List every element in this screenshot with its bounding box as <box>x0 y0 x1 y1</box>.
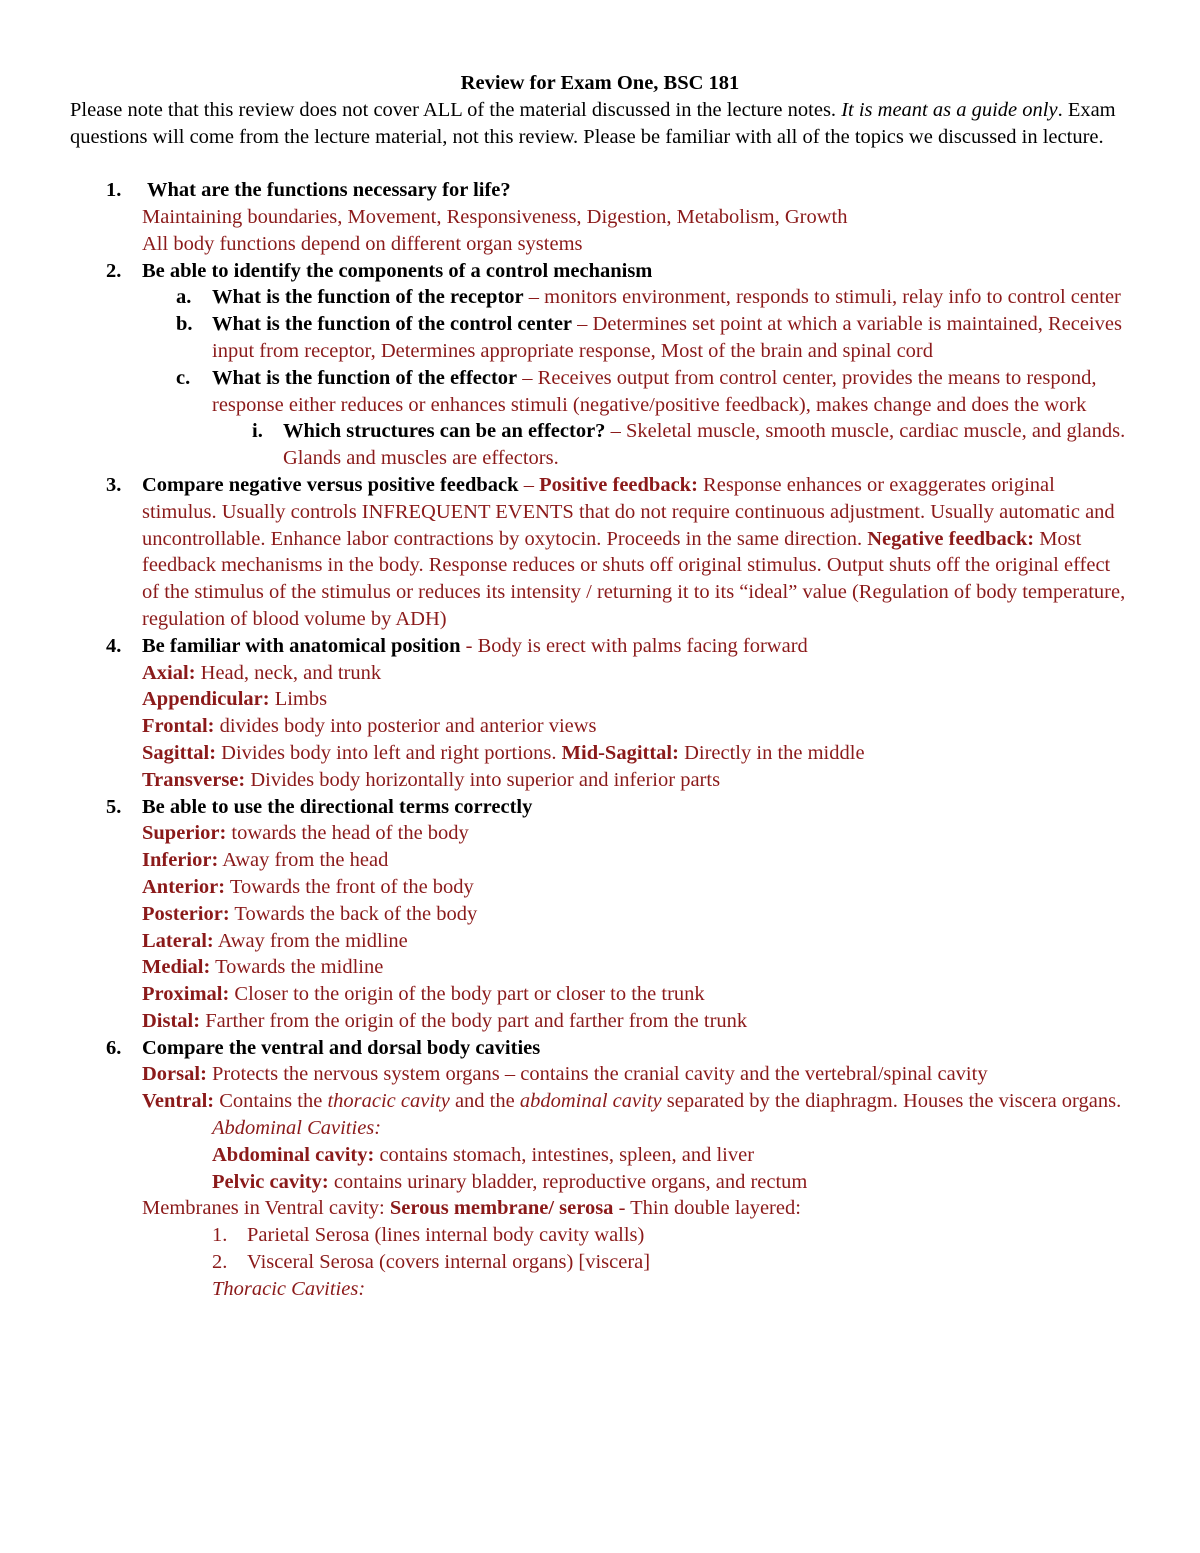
question-2a-label: a. <box>176 286 192 309</box>
intro-emphasis: It is meant as a guide only <box>841 98 1058 121</box>
term-row <box>70 660 1130 687</box>
question-2 <box>70 258 1130 285</box>
term-definition: Towards the back of the body <box>229 902 478 925</box>
term-label: Axial: <box>142 661 196 684</box>
question-3-number: 3. <box>106 473 122 496</box>
dorsal-row <box>70 1061 1130 1088</box>
ventral-text-a: Contains the <box>214 1090 328 1113</box>
intro-paragraph <box>70 97 1130 151</box>
term-label: Lateral: <box>142 929 214 952</box>
question-1-text: What are the functions necessary for life? <box>147 179 511 202</box>
term-definition: Limbs <box>269 688 328 711</box>
term-label: Inferior: <box>142 849 219 872</box>
thoracic-cavities-heading: Thoracic Cavities: <box>212 1277 366 1300</box>
term-label: Posterior: <box>142 902 230 925</box>
list-item <box>70 1222 1130 1249</box>
question-2c-i-text: Which structures can be an effector? <box>283 420 606 443</box>
question-3-dash: – <box>518 473 540 496</box>
positive-feedback-label: Positive feedback: <box>539 473 698 496</box>
list-item-number: 1. <box>212 1224 228 1247</box>
term-label: Frontal: <box>142 715 215 738</box>
term-definition: Divides body horizontally into superior and inferior parts <box>245 768 721 791</box>
question-5-number: 5. <box>106 795 122 818</box>
term-label: Superior: <box>142 822 227 845</box>
negative-feedback-text: Most feedback mechanisms in the body. Response reduces or shuts off original stimulus. Output shuts off the original effect of the stimulus of the stimulus or reduces its intensity / returning it to its “ideal” value (Regulation of body temperature, regulation of blood volume by ADH) <box>142 527 1126 630</box>
term-row <box>70 740 1130 767</box>
question-4-answer: - Body is erect with palms facing forward <box>460 634 808 657</box>
question-2a-answer: – monitors environment, responds to stimuli, relay info to control center <box>523 286 1121 309</box>
term-row <box>70 954 1130 981</box>
term-label: Anterior: <box>142 875 226 898</box>
question-6-text: Compare the ventral and dorsal body cavities <box>142 1036 541 1059</box>
question-2b-answer: – Determines set point at which a variable is maintained, Receives input from receptor, Determines appropriate response, Most of the brain and spinal cord <box>212 313 1122 362</box>
intro-text-c: . Exam questions will come from the lecture material, not this review. Please be familiar with all of the topics we discussed in lecture. <box>70 98 1116 148</box>
term-definition: Divides body into left and right portions. <box>216 741 562 764</box>
term-row <box>70 901 1130 928</box>
abdominal-cavity-label: Abdominal cavity: <box>212 1143 375 1166</box>
term-definition: towards the head of the body <box>226 822 469 845</box>
page-title: Review for Exam One, BSC 181 <box>460 72 740 94</box>
membranes-row <box>70 1195 1130 1222</box>
serous-membrane-label: Serous membrane/ serosa <box>389 1197 614 1220</box>
question-2b-label: b. <box>176 313 193 336</box>
term-definition: Towards the front of the body <box>225 875 474 898</box>
term-definition: Away from the head <box>218 849 389 872</box>
question-3-text: Compare negative versus positive feedback <box>142 473 519 496</box>
term-definition: Towards the midline <box>210 956 384 979</box>
abdominal-cavity-definition: contains stomach, intestines, spleen, and liver <box>374 1143 755 1166</box>
question-2b <box>70 311 1130 365</box>
term-row <box>70 928 1130 955</box>
question-2b-text: What is the function of the control center <box>212 313 573 336</box>
intro-text-a: Please note that this review does not cover ALL of the material discussed in the lecture notes. <box>70 98 837 121</box>
question-3 <box>70 472 1130 633</box>
question-4-text: Be familiar with anatomical position <box>142 634 461 657</box>
question-2c-i-label: i. <box>252 420 263 443</box>
question-2a <box>70 284 1130 311</box>
abdominal-cavity-row <box>70 1142 1130 1169</box>
question-2c-label: c. <box>176 366 191 389</box>
negative-feedback-label: Negative feedback: <box>867 527 1035 550</box>
membranes-text-a: Membranes in Ventral cavity: <box>142 1197 390 1220</box>
term-label: Proximal: <box>142 983 230 1006</box>
ventral-label: Ventral: <box>142 1090 215 1113</box>
mid-sagittal-definition: Directly in the middle <box>678 741 865 764</box>
question-1 <box>70 177 1130 204</box>
list-item-text: Parietal Serosa (lines internal body cavity walls) <box>247 1224 645 1247</box>
term-label: Distal: <box>142 1009 201 1032</box>
question-5-text: Be able to use the directional terms correctly <box>142 795 533 818</box>
term-row <box>70 820 1130 847</box>
term-label: Transverse: <box>142 768 246 791</box>
term-row <box>70 874 1130 901</box>
question-5 <box>70 794 1130 821</box>
question-1-answer-2: All body functions depend on different organ systems <box>142 232 583 255</box>
term-row <box>70 1008 1130 1035</box>
ventral-text-c: separated by the diaphragm. Houses the viscera organs. <box>661 1090 1122 1113</box>
term-row <box>70 686 1130 713</box>
question-2a-text: What is the function of the receptor <box>212 286 524 309</box>
term-row <box>70 713 1130 740</box>
list-item-text: Visceral Serosa (covers internal organs) [viscera] <box>247 1251 651 1274</box>
term-definition: Head, neck, and trunk <box>195 661 382 684</box>
question-2c-i-answer: – Skeletal muscle, smooth muscle, cardiac muscle, and glands. Glands and muscles are effectors. <box>283 420 1126 470</box>
question-6-number: 6. <box>106 1036 122 1059</box>
pelvic-cavity-definition: contains urinary bladder, reproductive organs, and rectum <box>328 1170 808 1193</box>
dorsal-definition: Protects the nervous system organs – contains the cranial cavity and the vertebral/spinal cavity <box>206 1063 988 1086</box>
membranes-text-b: - Thin double layered: <box>613 1197 801 1220</box>
positive-feedback-text: Response enhances or exaggerates original stimulus. Usually controls INFREQUENT EVENTS that do not require continuous adjustment. Usually automatic and uncontrollable. Enhance labor contractions by oxytocin. Proceeds in the same direction. <box>142 473 1115 550</box>
list-item <box>70 1249 1130 1276</box>
question-2c-text: What is the function of the effector <box>212 366 518 389</box>
term-row <box>70 767 1130 794</box>
term-definition: Away from the midline <box>213 929 408 952</box>
question-1-answer-1: Maintaining boundaries, Movement, Responsiveness, Digestion, Metabolism, Growth <box>142 205 848 228</box>
list-item-number: 2. <box>212 1251 228 1274</box>
document-page <box>70 70 1130 1303</box>
ventral-row <box>70 1088 1130 1115</box>
term-row <box>70 847 1130 874</box>
term-definition: Closer to the origin of the body part or closer to the trunk <box>229 983 705 1006</box>
question-2c-i <box>70 418 1130 472</box>
term-definition: Farther from the origin of the body part and farther from the trunk <box>200 1009 748 1032</box>
question-6 <box>70 1035 1130 1062</box>
pelvic-cavity-row <box>70 1169 1130 1196</box>
thoracic-cavity-term: thoracic cavity <box>327 1090 450 1113</box>
question-2c-answer: – Receives output from control center, provides the means to respond, response either reduces or enhances stimuli (negative/positive feedback), makes change and does the work <box>212 366 1097 416</box>
mid-sagittal-label: Mid-Sagittal: <box>561 741 679 764</box>
pelvic-cavity-label: Pelvic cavity: <box>212 1170 329 1193</box>
dorsal-label: Dorsal: <box>142 1063 207 1086</box>
question-4 <box>70 633 1130 660</box>
question-2-text: Be able to identify the components of a control mechanism <box>142 259 653 282</box>
ventral-text-b: and the <box>449 1090 520 1113</box>
question-2c <box>70 365 1130 419</box>
question-2-number: 2. <box>106 259 122 282</box>
term-label: Medial: <box>142 956 211 979</box>
term-row <box>70 981 1130 1008</box>
term-label: Appendicular: <box>142 688 270 711</box>
term-label: Sagittal: <box>142 741 217 764</box>
question-1-number: 1. <box>106 179 122 202</box>
abdominal-cavity-term: abdominal cavity <box>519 1090 662 1113</box>
term-definition: divides body into posterior and anterior views <box>214 715 597 738</box>
abdominal-cavities-heading: Abdominal Cavities: <box>212 1117 382 1140</box>
question-4-number: 4. <box>106 634 122 657</box>
